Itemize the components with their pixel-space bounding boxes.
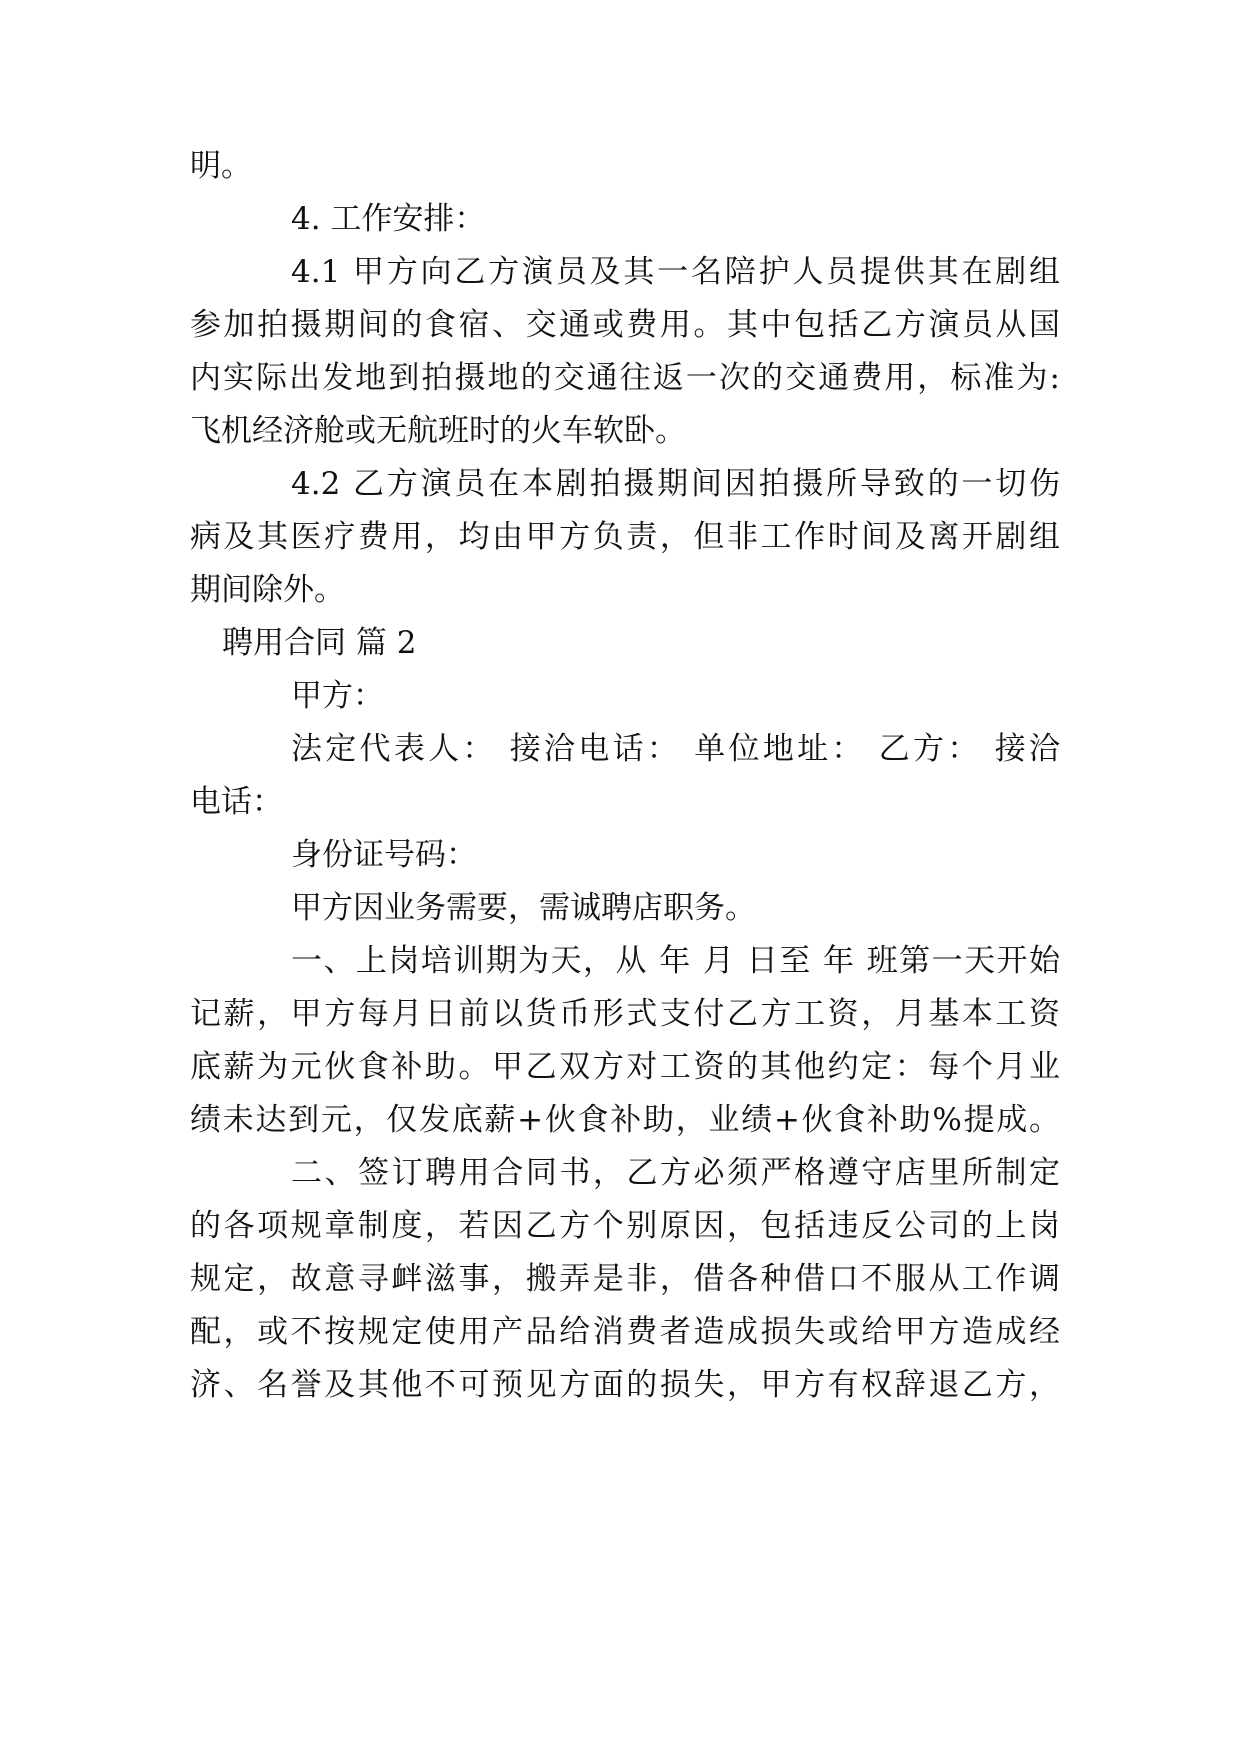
text-line: 甲方因业务需要，需诚聘店职务。 (291, 890, 756, 926)
text-line: 法定代表人： 接洽电话： 单位地址： 乙方： 接洽 (291, 731, 1060, 767)
text-line: 身份证号码： (291, 837, 477, 873)
text-line: 规定，故意寻衅滋事，搬弄是非，借各种借口不服从工作调 (190, 1261, 1060, 1297)
text-line: 病及其医疗费用，均由甲方负责，但非工作时间及离开剧组 (190, 519, 1060, 555)
text-line: 甲方： (291, 678, 384, 714)
text-line: 电话： (190, 784, 283, 820)
document-title: 聘用合同 篇 2 (222, 625, 417, 661)
text-line: 参加拍摄期间的食宿、交通或费用。其中包括乙方演员从国 (190, 307, 1060, 343)
text-line: 飞机经济舱或无航班时的火车软卧。 (190, 413, 686, 449)
text-line: 一、上岗培训期为天，从 年 月 日至 年 班第一天开始 (291, 943, 1060, 979)
section-heading: 4. 工作安排： (291, 201, 486, 237)
text-line: 4.2 乙方演员在本剧拍摄期间因拍摄所导致的一切伤 (291, 466, 1060, 502)
text-line: 的各项规章制度，若因乙方个别原因，包括违反公司的上岗 (190, 1208, 1060, 1244)
text-line: 济、名誉及其他不可预见方面的损失，甲方有权辞退乙方， (190, 1367, 1060, 1403)
text-line: 二、签订聘用合同书，乙方必须严格遵守店里所制定 (291, 1155, 1060, 1191)
text-line: 记薪，甲方每月日前以货币形式支付乙方工资，月基本工资 (190, 996, 1060, 1032)
text-line: 绩未达到元，仅发底薪+伙食补助，业绩+伙食补助%提成。 (190, 1102, 1060, 1138)
text-line: 配，或不按规定使用产品给消费者造成损失或给甲方造成经 (190, 1314, 1060, 1350)
text-line: 底薪为元伙食补助。甲乙双方对工资的其他约定：每个月业 (190, 1049, 1060, 1085)
text-line: 4.1 甲方向乙方演员及其一名陪护人员提供其在剧组 (291, 254, 1060, 290)
text-line: 内实际出发地到拍摄地的交通往返一次的交通费用，标准为: (190, 360, 1060, 396)
text-line: 明。 (190, 148, 252, 184)
text-line: 期间除外。 (190, 572, 345, 608)
